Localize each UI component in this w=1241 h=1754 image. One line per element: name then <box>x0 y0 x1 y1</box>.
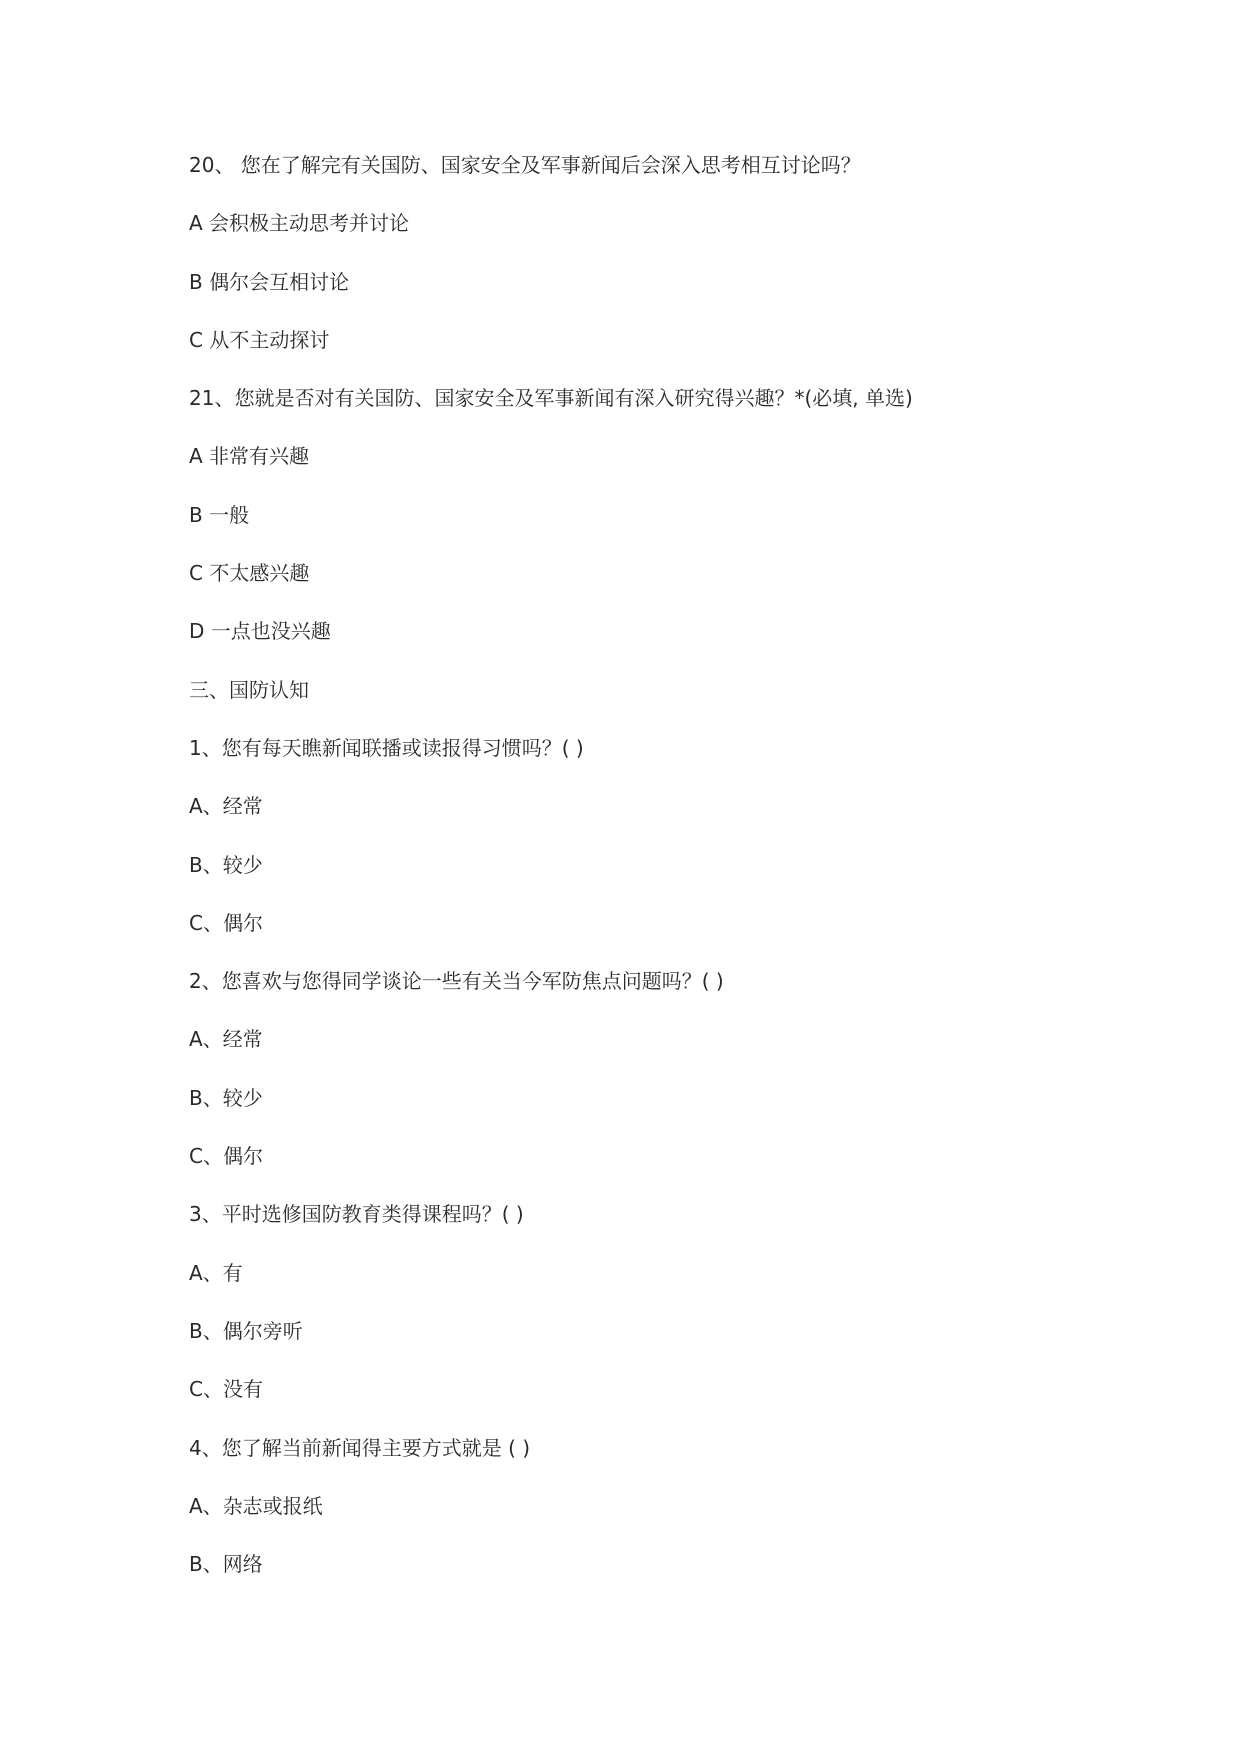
question-2: 2、您喜欢与您得同学谈论一些有关当今军防焦点问题吗？( ) <box>189 969 724 994</box>
question-1: 1、您有每天瞧新闻联播或读报得习惯吗？( ) <box>189 735 584 760</box>
question-1-option-c: C、偶尔 <box>189 910 263 935</box>
question-20: 20、 您在了解完有关国防、国家安全及军事新闻后会深入思考相互讨论吗？ <box>189 153 861 177</box>
question-2-option-a: A、经常 <box>189 1027 263 1052</box>
question-20-option-b: B 偶尔会互相讨论 <box>189 269 350 294</box>
question-4-option-b: B、网络 <box>189 1552 263 1577</box>
question-3-option-b: B、偶尔旁听 <box>189 1318 303 1343</box>
question-3: 3、平时选修国防教育类得课程吗？( ) <box>189 1202 524 1227</box>
question-1-option-a: A、经常 <box>189 794 263 819</box>
question-21-option-a: A 非常有兴趣 <box>189 444 310 469</box>
section-heading: 三、国防认知 <box>189 677 309 702</box>
question-4: 4、您了解当前新闻得主要方式就是 ( ) <box>189 1435 531 1460</box>
question-3-option-a: A、有 <box>189 1260 243 1285</box>
question-20-option-a: A 会积极主动思考并讨论 <box>189 211 410 236</box>
question-20-option-c: C 从不主动探讨 <box>189 327 330 352</box>
question-3-option-c: C、没有 <box>189 1377 263 1402</box>
question-1-option-b: B、较少 <box>189 852 263 877</box>
question-21-option-b: B 一般 <box>189 502 250 527</box>
question-21: 21、您就是否对有关国防、国家安全及军事新闻有深入研究得兴趣？*(必填, 单选) <box>189 386 913 411</box>
questionnaire-content <box>189 152 1089 1609</box>
question-4-option-a: A、杂志或报纸 <box>189 1493 323 1518</box>
question-21-option-c: C 不太感兴趣 <box>189 561 310 586</box>
question-21-option-d: D 一点也没兴趣 <box>189 619 331 644</box>
question-2-option-c: C、偶尔 <box>189 1144 263 1169</box>
question-2-option-b: B、较少 <box>189 1085 263 1110</box>
